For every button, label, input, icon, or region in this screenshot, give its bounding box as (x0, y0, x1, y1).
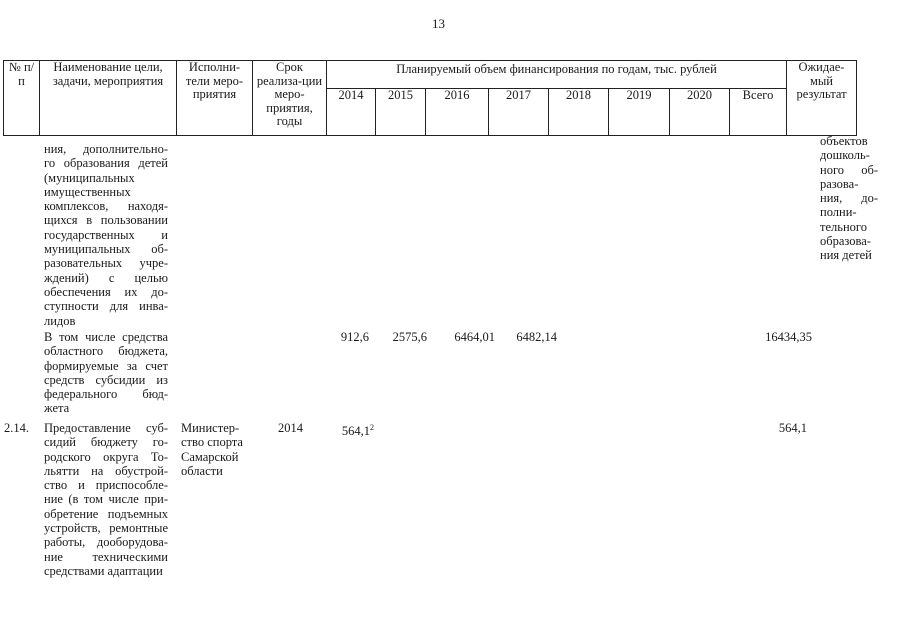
text-line: ние (в том числе при- (44, 492, 168, 507)
text-line: Самарской (181, 449, 239, 464)
text-line: разова- (820, 176, 859, 191)
text-line: формируемые за счет (44, 358, 168, 373)
text-line: области (181, 463, 223, 478)
text-line: ного об- (820, 162, 878, 177)
text-line: сидий бюджету го- (44, 435, 168, 450)
header-num: № п/п (4, 61, 40, 136)
footnote-mark: 2 (370, 423, 374, 432)
text-line: полни- (820, 205, 857, 220)
text-line: ступности для инва- (44, 299, 168, 314)
text-line: ния детей (820, 248, 872, 263)
row-period: 2014 (278, 421, 303, 435)
header-year: 2017 (489, 88, 549, 135)
row-2014-value: 564,1 (341, 424, 370, 438)
text-line: устройств, ремонтные (44, 521, 168, 536)
header-result: Ожидае-мый результат (787, 61, 857, 136)
header-year: 2015 (376, 88, 426, 135)
text-line: ство спорта (181, 435, 243, 450)
header-year: 2018 (549, 88, 609, 135)
text-line: тельного (820, 219, 867, 234)
text-line: ние техническими (44, 549, 168, 564)
subtotal-name (44, 330, 168, 416)
text-line: образова- (820, 234, 871, 249)
text-line: дошколь- (820, 148, 870, 163)
text-line: ния, до- (820, 191, 878, 206)
header-period: Срок реализа-ции меро-приятия, годы (253, 61, 327, 136)
text-line: федерального бюд- (44, 387, 168, 402)
header-year: 2014 (327, 88, 376, 135)
text-line: государственных и (44, 227, 168, 242)
text-line: Предоставление суб- (44, 421, 168, 435)
row-name (44, 421, 168, 578)
header-name: Наименование цели, задачи, мероприятия (40, 61, 177, 136)
text-line: лидов (44, 313, 76, 328)
text-line: В том числе средства (44, 330, 168, 344)
text-line: Министер- (181, 421, 240, 435)
subtotal-2017: 6482,14 (516, 330, 557, 344)
text-line: ство и приспособле- (44, 478, 168, 493)
row-executor (181, 421, 253, 478)
text-line: ния, дополнительно- (44, 142, 168, 156)
header-executors: Исполни-тели меро-приятия (177, 61, 253, 136)
text-line: льятти на обустрой- (44, 463, 168, 478)
text-line: областного бюджета, (44, 344, 168, 359)
text-line: имущественных (44, 184, 131, 199)
text-line: родского округа То- (44, 449, 168, 464)
text-line: объектов (820, 134, 868, 148)
subtotal-2014: 912,6 (340, 330, 369, 344)
text-line: жета (44, 401, 70, 416)
header-financing: Планируемый объем финансирования по годам, тыс. рублей (327, 61, 787, 89)
text-line: ждений) с целью (44, 270, 168, 285)
row-number: 2.14. (4, 421, 29, 435)
text-line: го образования детей (44, 156, 168, 171)
text-line: комплексов, находя- (44, 199, 168, 214)
text-line: обретение подъемных (44, 506, 168, 521)
continuation-result (820, 134, 878, 263)
text-line: щихся в пользовании (44, 213, 168, 228)
subtotal-total: 16434,35 (765, 330, 812, 344)
text-line: работы, дооборудова- (44, 535, 168, 550)
continuation-name (44, 142, 168, 328)
text-line: муниципальных об- (44, 242, 168, 257)
header-year: 2019 (609, 88, 670, 135)
text-line: (муниципальных (44, 170, 135, 185)
page-number: 13 (432, 16, 445, 31)
subtotal-2016: 6464,01 (454, 330, 495, 344)
header-year: 2016 (426, 88, 489, 135)
header-year: 2020 (670, 88, 730, 135)
text-line: разовательных учре- (44, 256, 168, 271)
text-line: средств субсидии из (44, 372, 168, 387)
row-total: 564,1 (778, 421, 807, 435)
row-2014 (326, 421, 374, 438)
header-year-total: Всего (730, 88, 787, 135)
text-line: обеспечения их до- (44, 284, 168, 299)
subtotal-2015: 2575,6 (392, 330, 427, 344)
text-line: средствами адаптации (44, 563, 163, 578)
table-header (3, 60, 857, 136)
